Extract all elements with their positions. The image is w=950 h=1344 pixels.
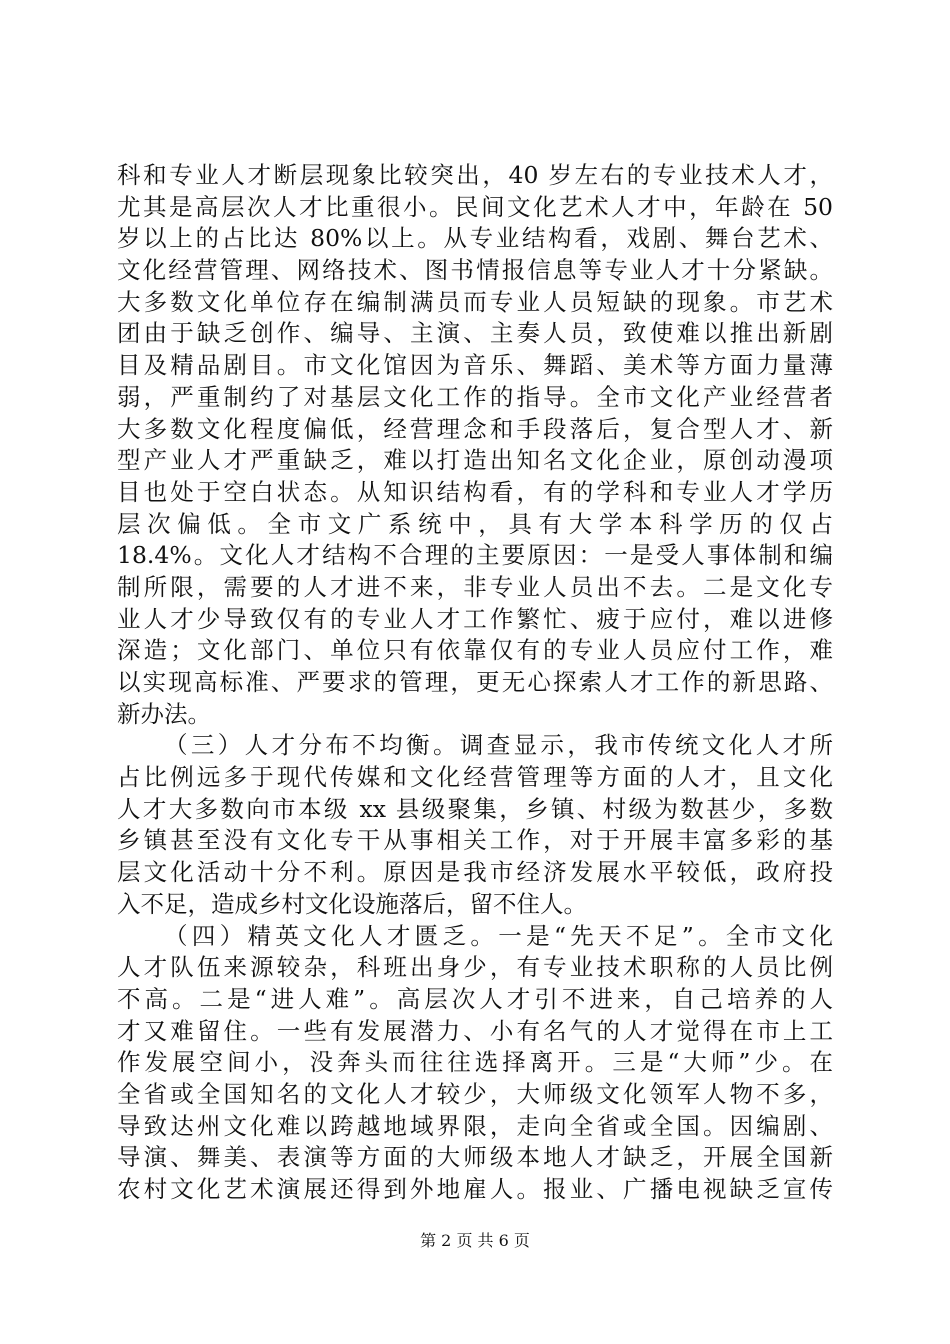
text-line: 农村文化艺术演展还得到外地雇人。报业、广播电视缺乏宣传 bbox=[117, 1175, 833, 1203]
text-line: 作发展空间小，没奔头而往往选择离开。三是“大师”少。在 bbox=[117, 1048, 833, 1077]
text-line: 大多数文化单位存在编制满员而专业人员短缺的现象。市艺术 bbox=[117, 287, 833, 316]
text-line: 导演、舞美、表演等方面的大师级本地人才缺乏，开展全国新 bbox=[117, 1143, 833, 1172]
text-line: 岁以上的占比达 80%以上。从专业结构看，戏剧、舞台艺术、 bbox=[117, 224, 833, 253]
text-line: 以实现高标准、严要求的管理，更无心探索人才工作的新思路、 bbox=[117, 668, 833, 696]
text-line: 人才队伍来源较杂，科班出身少，有专业技术职称的人员比例 bbox=[117, 953, 833, 982]
text-line: 目也处于空白状态。从知识结构看，有的学科和专业人才学历 bbox=[117, 477, 833, 506]
text-line: 人才大多数向市本级 xx 县级聚集，乡镇、村级为数甚少，多数 bbox=[117, 794, 833, 823]
document-body bbox=[117, 160, 833, 1206]
text-line: 科和专业人才断层现象比较突出，40 岁左右的专业技术人才， bbox=[117, 161, 833, 189]
text-line: 导致达州文化难以跨越地域界限，走向全省或全国。因编剧、 bbox=[117, 1111, 833, 1140]
text-line: 弱，严重制约了对基层文化工作的指导。全市文化产业经营者 bbox=[117, 382, 833, 411]
text-line: 才又难留住。一些有发展潜力、小有名气的人才觉得在市上工 bbox=[117, 1016, 833, 1045]
text-line: 入不足，造成乡村文化设施落后，留不住人。 bbox=[117, 889, 587, 918]
text-line: 新办法。 bbox=[117, 699, 211, 728]
text-line: 团由于缺乏创作、编导、主演、主奏人员，致使难以推出新剧 bbox=[117, 319, 833, 348]
text-line: 乡镇甚至没有文化专干从事相关工作，对于开展丰富多彩的基 bbox=[117, 826, 833, 855]
text-line: 全省或全国知名的文化人才较少，大师级文化领军人物不多， bbox=[117, 1079, 833, 1108]
paragraph-heading-line: （三）人才分布不均衡。调查显示，我市传统文化人才所 bbox=[164, 731, 833, 760]
text-line: 深造；文化部门、单位只有依靠仅有的专业人员应付工作，难 bbox=[117, 636, 833, 665]
text-line: 18.4%。文化人才结构不合理的主要原因：一是受人事体制和编 bbox=[117, 541, 833, 570]
text-line: 层文化活动十分不利。原因是我市经济发展水平较低，政府投 bbox=[117, 858, 833, 887]
paragraph-heading-line: （四）精英文化人才匮乏。一是“先天不足”。全市文化 bbox=[164, 921, 833, 950]
text-line: 目及精品剧目。市文化馆因为音乐、舞蹈、美术等方面力量薄 bbox=[117, 351, 833, 380]
text-line: 业人才少导致仅有的专业人才工作繁忙、疲于应付，难以进修 bbox=[117, 604, 833, 633]
text-line: 大多数文化程度偏低，经营理念和手段落后，复合型人才、新 bbox=[117, 414, 833, 443]
text-line: 不高。二是“进人难”。高层次人才引不进来，自己培养的人 bbox=[117, 984, 833, 1013]
text-line: 尤其是高层次人才比重很小。民间文化艺术人才中，年龄在 50 bbox=[117, 192, 833, 221]
text-line: 占比例远多于现代传媒和文化经营管理等方面的人才，且文化 bbox=[117, 763, 833, 792]
text-line: 文化经营管理、网络技术、图书情报信息等专业人才十分紧缺。 bbox=[117, 256, 833, 285]
text-line: 型产业人才严重缺乏，难以打造出知名文化企业，原创动漫项 bbox=[117, 446, 833, 475]
text-line: 制所限，需要的人才进不来，非专业人员出不去。二是文化专 bbox=[117, 572, 833, 601]
text-line: 层次偏低。全市文广系统中，具有大学本科学历的仅占 bbox=[117, 509, 833, 538]
page-number: 第 2 页 共 6 页 bbox=[420, 1231, 530, 1250]
